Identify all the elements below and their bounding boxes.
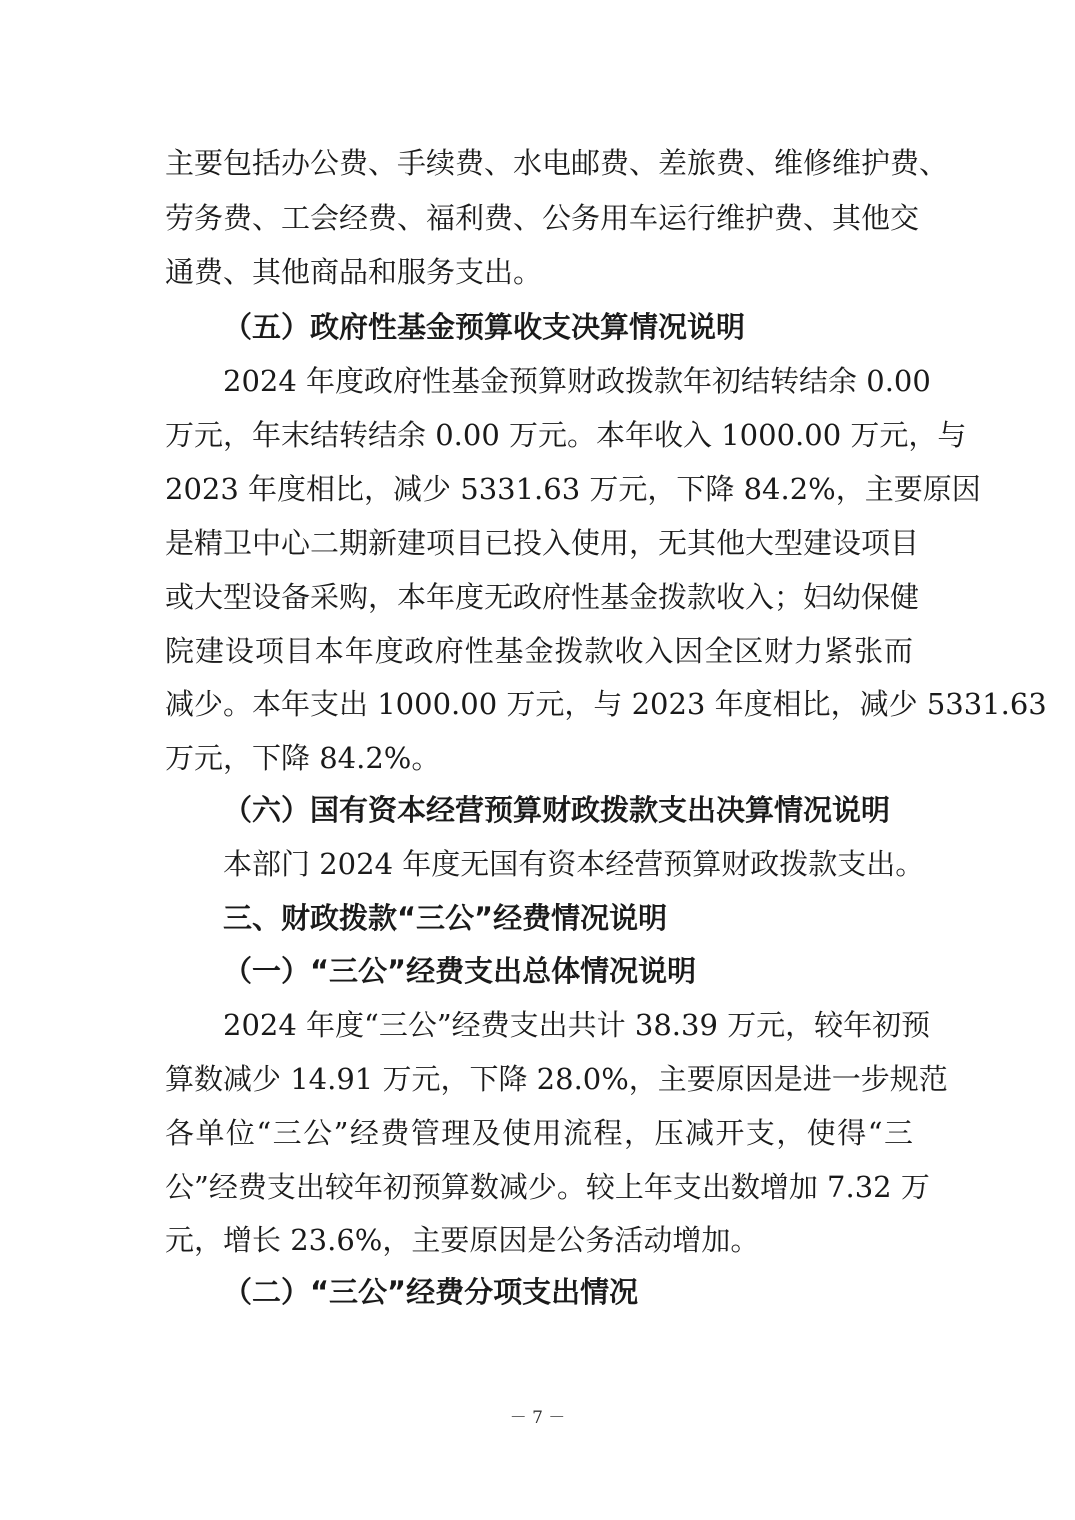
- body-text-line: 或大型设备采购，本年度无政府性基金拨款收入；妇幼保健: [165, 580, 920, 614]
- section-heading: （二）“三公”经费分项支出情况: [223, 1275, 639, 1309]
- body-text-line: 2024 年度政府性基金预算财政拨款年初结转结余 0.00: [223, 364, 931, 398]
- body-text-line: 公”经费支出较年初预算数减少。较上年支出数增加 7.32 万: [165, 1170, 930, 1204]
- section-heading: （五）政府性基金预算收支决算情况说明: [223, 310, 746, 344]
- body-text-line: 本部门 2024 年度无国有资本经营预算财政拨款支出。: [223, 847, 925, 881]
- body-text-line: 万元，下降 84.2%。: [165, 741, 441, 775]
- body-text-line: 院建设项目本年度政府性基金拨款收入因全区财力紧张而: [165, 634, 913, 668]
- page-number: － 7 －: [509, 1408, 566, 1428]
- body-text-line: 劳务费、工会经费、福利费、公务用车运行维护费、其他交: [165, 201, 920, 235]
- body-text-line: 万元，年末结转结余 0.00 万元。本年收入 1000.00 万元，与: [165, 418, 967, 452]
- chapter-heading: 三、财政拨款“三公”经费情况说明: [223, 901, 668, 935]
- section-heading: （六）国有资本经营预算财政拨款支出决算情况说明: [223, 793, 891, 827]
- body-text-line: 算数减少 14.91 万元，下降 28.0%，主要原因是进一步规范: [165, 1062, 948, 1096]
- body-text-line: 通费、其他商品和服务支出。: [165, 255, 543, 289]
- body-text-line: 元，增长 23.6%，主要原因是公务活动增加。: [165, 1223, 760, 1257]
- body-text-line: 2024 年度“三公”经费支出共计 38.39 万元，较年初预: [223, 1008, 931, 1042]
- body-text-line: 主要包括办公费、手续费、水电邮费、差旅费、维修维护费、: [165, 146, 949, 180]
- body-text-line: 各单位“三公”经费管理及使用流程，压减开支，使得“三: [165, 1116, 913, 1150]
- body-text-line: 2023 年度相比，减少 5331.63 万元，下降 84.2%，主要原因: [165, 472, 981, 506]
- body-text-line: 是精卫中心二期新建项目已投入使用，无其他大型建设项目: [165, 526, 920, 560]
- section-heading: （一）“三公”经费支出总体情况说明: [223, 954, 697, 988]
- body-text-line: 减少。本年支出 1000.00 万元，与 2023 年度相比，减少 5331.63: [165, 687, 1047, 721]
